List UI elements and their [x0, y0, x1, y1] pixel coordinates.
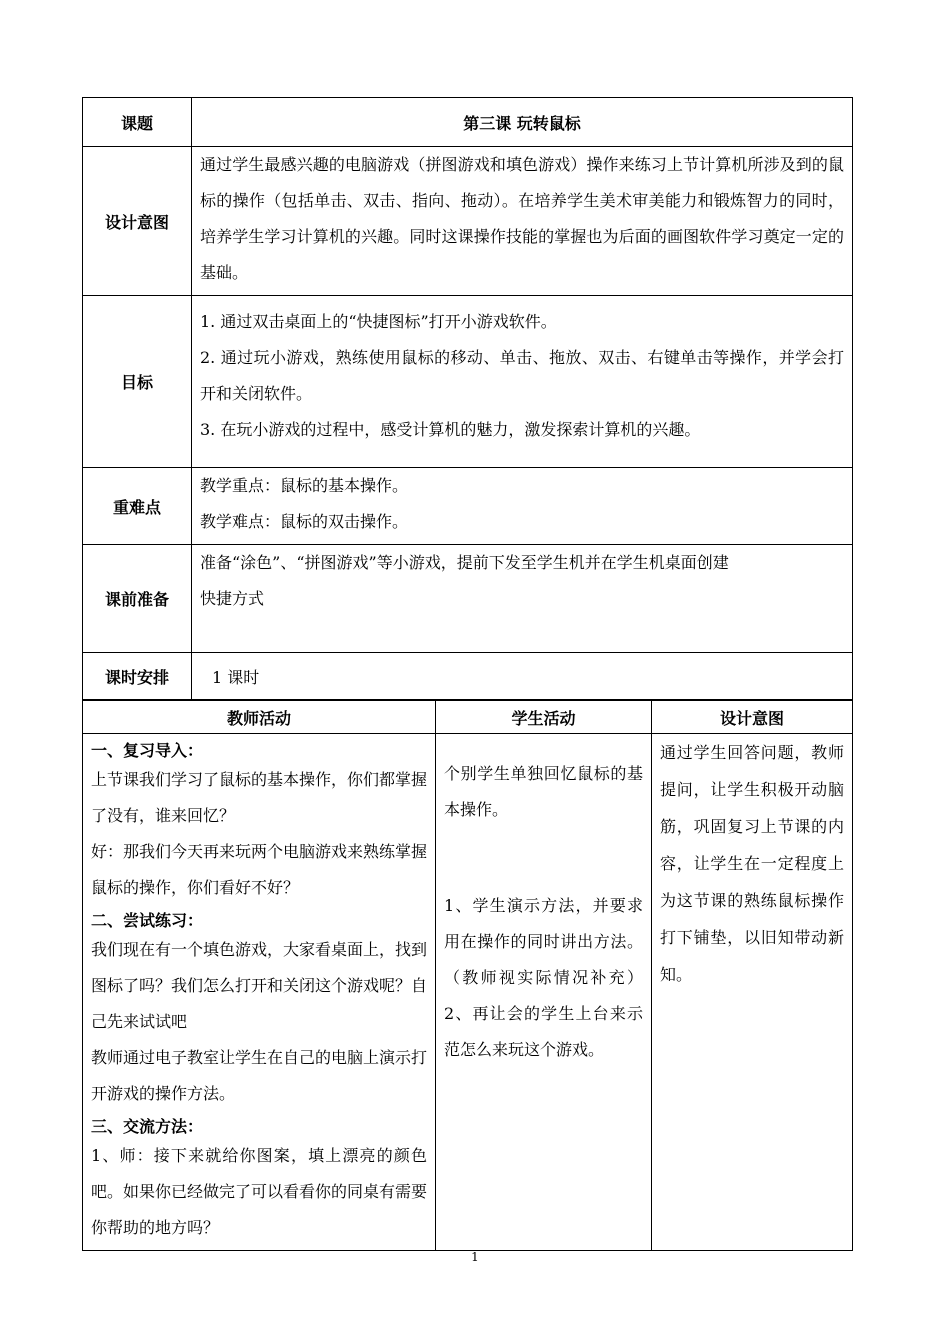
teacher-para: 1、师：接下来就给你图案，填上漂亮的颜色吧。如果你已经做完了可以看看你的同桌有需要你帮助的地方吗？	[91, 1146, 428, 1237]
col-student-header: 学生活动	[436, 701, 652, 734]
time-value: 1 课时	[212, 667, 260, 687]
section-heading: 二、尝试练习：	[91, 911, 204, 930]
intent-label: 设计意图	[83, 147, 192, 296]
goal-item: 3. 在玩小游戏的过程中，感受计算机的魅力，激发探索计算机的兴趣。	[200, 420, 701, 439]
student-activity-cell	[436, 734, 652, 1251]
prep-line: 准备“涂色”、“拼图游戏”等小游戏，提前下发至学生机并在学生机桌面创建	[200, 553, 729, 572]
student-activity-1: 个别学生单独回忆鼠标的基本操作。	[444, 764, 643, 819]
student-activity-2: 1、学生演示方法，并要求用在操作的同时讲出方法。（教师视实际情况补充）2、再让会的学生上台来示范怎么来玩这个游戏。	[444, 896, 643, 1059]
teacher-para: 好：那我们今天再来玩两个电脑游戏来熟练掌握鼠标的操作，你们看好不好？	[91, 842, 428, 897]
prep-line: 快捷方式	[200, 589, 265, 608]
key-cell	[192, 468, 853, 545]
activity-table	[82, 700, 853, 1251]
teacher-para: 教师通过电子教室让学生在自己的电脑上演示打开游戏的操作方法。	[91, 1048, 428, 1103]
key-label: 重难点	[83, 468, 192, 545]
time-cell	[192, 653, 853, 700]
section-heading: 三、交流方法：	[91, 1117, 204, 1136]
prep-label: 课前准备	[83, 545, 192, 653]
time-label: 课时安排	[83, 653, 192, 700]
intent-text: 通过学生最感兴趣的电脑游戏（拼图游戏和填色游戏）操作来练习上节计算机所涉及到的鼠标的操作（包括单击、双击、指向、拖动）。在培养学生美术审美能力和锻炼智力的同时，培养学生学习计算机的兴趣。同时这课操作技能的掌握也为后面的画图软件学习奠定一定的基础。	[200, 155, 844, 282]
teacher-activity-cell	[83, 734, 436, 1251]
col-teacher-header: 教师活动	[83, 701, 436, 734]
lesson-plan-document	[82, 97, 852, 1251]
goals-cell	[192, 296, 853, 468]
title-label: 课题	[83, 98, 192, 147]
page-number: 1	[471, 1250, 479, 1264]
intent-activity-cell	[652, 734, 853, 1251]
col-intent-header: 设计意图	[652, 701, 853, 734]
lesson-info-table	[82, 97, 853, 700]
goal-item: 1. 通过双击桌面上的“快捷图标”打开小游戏软件。	[200, 312, 557, 331]
intent-cell	[192, 147, 853, 296]
goal-label: 目标	[83, 296, 192, 468]
prep-cell	[192, 545, 853, 653]
teacher-para: 上节课我们学习了鼠标的基本操作，你们都掌握了没有，谁来回忆？	[91, 770, 428, 825]
section-heading: 一、复习导入：	[91, 741, 204, 760]
activity-intent-text: 通过学生回答问题，教师提问，让学生积极开动脑筋，巩固复习上节课的内容，让学生在一定程度上为这节课的熟练鼠标操作打下铺垫，以旧知带动新知。	[660, 743, 844, 984]
goal-item: 2. 通过玩小游戏，熟练使用鼠标的移动、单击、拖放、双击、右键单击等操作，并学会打开和关闭软件。	[200, 348, 844, 403]
lesson-title: 第三课 玩转鼠标	[192, 98, 853, 147]
key-point: 教学重点：鼠标的基本操作。	[200, 476, 409, 495]
teacher-para: 我们现在有一个填色游戏，大家看桌面上，找到图标了吗？我们怎么打开和关闭这个游戏呢？自己先来试试吧	[91, 940, 428, 1031]
difficult-point: 教学难点：鼠标的双击操作。	[200, 512, 409, 531]
